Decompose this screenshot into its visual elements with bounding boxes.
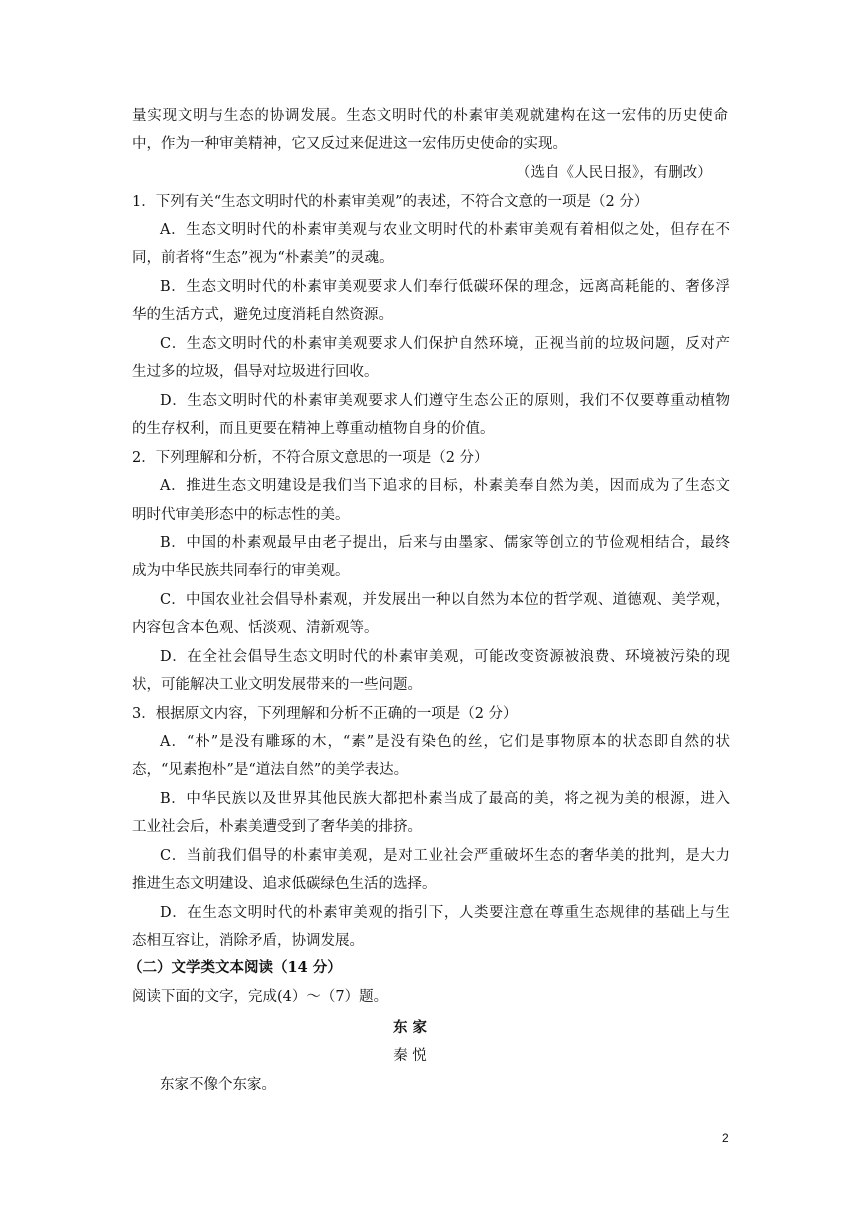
- source-citation: （选自《人民日报》，有删改）: [516, 165, 712, 181]
- q2-option-d-line-2: 状，可能解决工业文明发展带来的一些问题。: [132, 677, 422, 693]
- q3-option-d-line-1: D．在生态文明时代的朴素审美观的指引下，人类要注意在尊重生态规律的基础上与生: [160, 905, 730, 921]
- q2-option-d-line-1: D．在全社会倡导生态文明时代的朴素审美观，可能改变资源被浪费、环境被污染的现: [160, 649, 730, 665]
- section-heading: （二）文学类文本阅读（14 分）: [128, 959, 342, 976]
- intro-line-1: 量实现文明与生态的协调发展。生态文明时代的朴素审美观就建构在这一宏伟的历史使命: [132, 108, 728, 124]
- q3-option-a-line-1: A．“朴”是没有雕琢的木，“素”是没有染色的丝，它们是事物原本的状态即自然的状: [160, 734, 730, 750]
- section-instruction: 阅读下面的文字，完成(4）～（7）题。: [132, 989, 389, 1005]
- page-number: 2: [722, 1131, 729, 1145]
- story-first-line: 东家不像个东家。: [160, 1077, 276, 1093]
- intro-line-2: 中，作为一种审美精神，它又反过来促进这一宏伟历史使命的实现。: [132, 136, 567, 152]
- q1-option-b-line-2: 华的生活方式，避免过度消耗自然资源。: [132, 307, 393, 323]
- q3-option-b-line-1: B．中华民族以及世界其他民族大都把朴素当成了最高的美，将之视为美的根源，进入: [160, 791, 730, 807]
- q3-option-b-line-2: 工业社会后，朴素美遭受到了奢华美的排挤。: [132, 819, 422, 835]
- q2-option-a-line-2: 明时代审美形态中的标志性的美。: [132, 507, 350, 523]
- story-author: 秦 悦: [393, 1048, 427, 1064]
- q2-option-b-line-2: 成为中华民族共同奉行的审美观。: [132, 563, 350, 579]
- question-3-stem: 3．根据原文内容，下列理解和分析不正确的一项是（2 分）: [132, 706, 518, 722]
- q2-option-a-line-1: A．推进生态文明建设是我们当下追求的目标，朴素美奉自然为美，因而成为了生态文: [160, 478, 730, 494]
- q3-option-c-line-1: C．当前我们倡导的朴素审美观，是对工业社会严重破坏生态的奢华美的批判，是大力: [160, 848, 730, 864]
- story-title: 东 家: [392, 1019, 428, 1036]
- q1-option-d-line-2: 的生存权利，而且更要在精神上尊重动植物自身的价值。: [132, 421, 495, 437]
- question-1-stem: 1．下列有关“生态文明时代的朴素审美观”的表述，不符合文意的一项是（2 分）: [132, 194, 649, 210]
- q2-option-b-line-1: B．中国的朴素观最早由老子提出，后来与由墨家、儒家等创立的节俭观相结合，最终: [160, 535, 730, 551]
- q3-option-a-line-2: 态，“见素抱朴”是“道法自然”的美学表达。: [132, 762, 409, 778]
- q1-option-b-line-1: B．生态文明时代的朴素审美观要求人们奉行低碳环保的理念，远离高耗能的、奢侈浮: [160, 279, 730, 295]
- q2-option-c-line-2: 内容包含本色观、恬淡观、清新观等。: [132, 620, 379, 636]
- q1-option-a-line-2: 同，前者将“生态”视为“朴素美”的灵魂。: [132, 250, 394, 266]
- q1-option-c-line-1: C．生态文明时代的朴素审美观要求人们保护自然环境，正视当前的垃圾问题，反对产: [160, 336, 730, 352]
- q2-option-c-line-1: C．中国农业社会倡导朴素观，并发展出一种以自然为本位的哲学观、道德观、美学观，: [160, 592, 730, 608]
- question-2-stem: 2．下列理解和分析，不符合原文意思的一项是（2 分）: [132, 450, 489, 466]
- q1-option-c-line-2: 生过多的垃圾，倡导对垃圾进行回收。: [132, 364, 379, 380]
- q3-option-d-line-2: 态相互容让，消除矛盾，协调发展。: [132, 933, 364, 949]
- q3-option-c-line-2: 推进生态文明建设、追求低碳绿色生活的选择。: [132, 876, 437, 892]
- q1-option-d-line-1: D．生态文明时代的朴素审美观要求人们遵守生态公正的原则，我们不仅要尊重动植物: [160, 393, 730, 409]
- q1-option-a-line-1: A．生态文明时代的朴素审美观与农业文明时代的朴素审美观有着相似之处，但存在不: [160, 222, 730, 238]
